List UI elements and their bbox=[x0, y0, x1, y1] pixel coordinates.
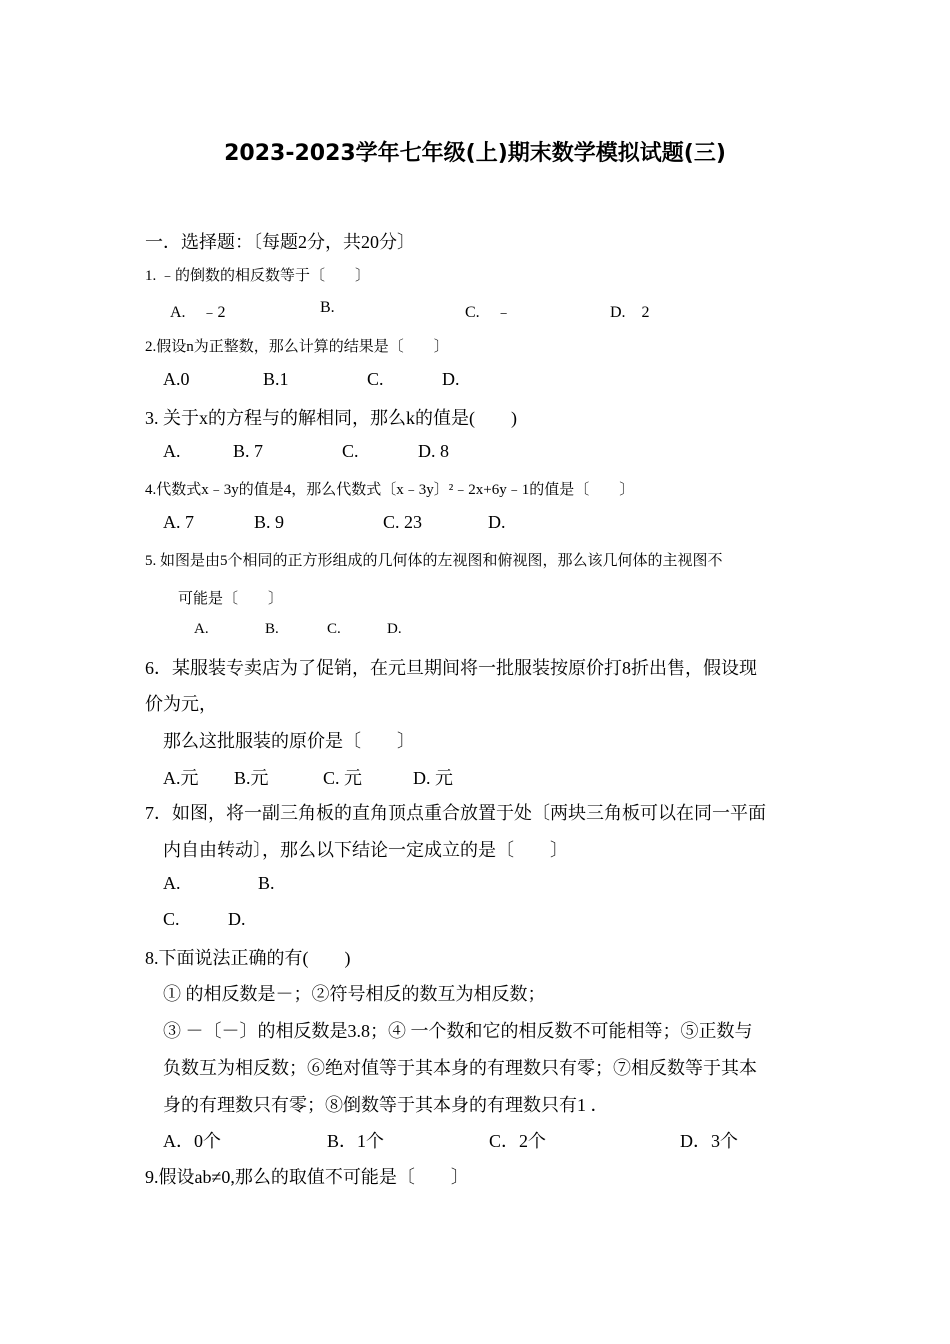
question-6-option-c: C. 元 bbox=[323, 768, 363, 788]
question-6-option-a: A.元 bbox=[163, 768, 199, 788]
question-5-stem-line-2: 可能是〔 〕 bbox=[178, 591, 284, 607]
question-9-stem: 9.假设ab≠0,那么的取值不可能是〔 〕 bbox=[145, 1167, 469, 1187]
question-5-option-c: C. bbox=[327, 621, 341, 637]
question-3-stem: 3. 关于x的方程与的解相同，那么k的值是( ) bbox=[145, 408, 517, 428]
question-5-option-a: A. bbox=[194, 621, 209, 637]
question-2-option-d: D. bbox=[442, 369, 460, 389]
question-1-option-d: D. 2 bbox=[610, 304, 650, 321]
question-7-stem-line-1: 7．如图，将一副三角板的直角顶点重合放置于处〔两块三角板可以在同一平面 bbox=[145, 803, 766, 823]
question-4-option-c: C. 23 bbox=[383, 512, 423, 532]
question-8-option-a: A．0个 bbox=[163, 1131, 221, 1151]
question-4-option-d: D. bbox=[488, 512, 506, 532]
question-5-option-b: B. bbox=[265, 621, 279, 637]
question-7-option-b: B. bbox=[258, 873, 275, 893]
question-2-option-b: B.1 bbox=[263, 369, 289, 389]
question-3-option-d: D. 8 bbox=[418, 441, 449, 461]
question-7-option-c: C. bbox=[163, 909, 180, 929]
question-3-option-c: C. bbox=[342, 441, 359, 461]
question-8-statement-line-2: ③ －〔－〕的相反数是3.8；④ 一个数和它的相反数不可能相等；⑤正数与 bbox=[163, 1021, 753, 1041]
question-6-stem-line-2: 价为元， bbox=[145, 694, 217, 714]
question-6-stem-line-1: 6．某服装专卖店为了促销，在元旦期间将一批服装按原价打8折出售，假设现 bbox=[145, 658, 757, 678]
question-8-option-b: B．1个 bbox=[327, 1131, 385, 1151]
section-heading: 一．选择题：〔每题2分，共20分〕 bbox=[145, 232, 415, 252]
question-3-option-b: B. 7 bbox=[233, 441, 264, 461]
question-1-stem: 1. ﹣的倒数的相反数等于〔 〕 bbox=[145, 268, 371, 284]
question-1-option-b: B. bbox=[320, 299, 335, 316]
question-3-option-a: A. bbox=[163, 441, 181, 461]
question-8-statement-line-4: 身的有理数只有零；⑧倒数等于其本身的有理数只有1 ． bbox=[163, 1095, 609, 1115]
question-4-stem: 4.代数式x﹣3y的值是4，那么代数式〔x﹣3y〕²﹣2x+6y﹣1的值是〔 〕 bbox=[145, 482, 635, 498]
page-title: 2023-2023学年七年级(上)期末数学模拟试题(三) bbox=[224, 141, 726, 166]
question-8-option-c: C．2个 bbox=[489, 1131, 547, 1151]
question-6-option-d: D. 元 bbox=[413, 768, 453, 788]
question-1-option-c: C. ﹣ bbox=[465, 304, 512, 321]
question-6-stem-line-3: 那么这批服装的原价是〔 〕 bbox=[163, 731, 415, 751]
question-4-option-b: B. 9 bbox=[254, 512, 285, 532]
question-7-option-a: A. bbox=[163, 873, 181, 893]
question-7-stem-line-2: 内自由转动〕，那么以下结论一定成立的是〔 〕 bbox=[163, 840, 568, 860]
question-8-stem: 8.下面说法正确的有( ) bbox=[145, 948, 351, 968]
question-4-option-a: A. 7 bbox=[163, 512, 194, 532]
question-8-option-d: D．3个 bbox=[680, 1131, 738, 1151]
question-1-option-a: A. ﹣2 bbox=[170, 304, 226, 321]
question-2-stem: 2.假设n为正整数，那么计算的结果是〔 〕 bbox=[145, 339, 449, 355]
question-5-stem-line-1: 5. 如图是由5个相同的正方形组成的几何体的左视图和俯视图，那么该几何体的主视图不 bbox=[145, 553, 723, 569]
question-2-option-a: A.0 bbox=[163, 369, 190, 389]
question-6-option-b: B.元 bbox=[234, 768, 269, 788]
question-2-option-c: C. bbox=[367, 369, 384, 389]
question-8-statement-line-3: 负数互为相反数；⑥绝对值等于其本身的有理数只有零；⑦相反数等于其本 bbox=[163, 1058, 757, 1078]
question-7-option-d: D. bbox=[228, 909, 246, 929]
question-5-option-d: D. bbox=[387, 621, 402, 637]
question-8-statement-line-1: ① 的相反数是－；②符号相反的数互为相反数； bbox=[163, 984, 546, 1004]
